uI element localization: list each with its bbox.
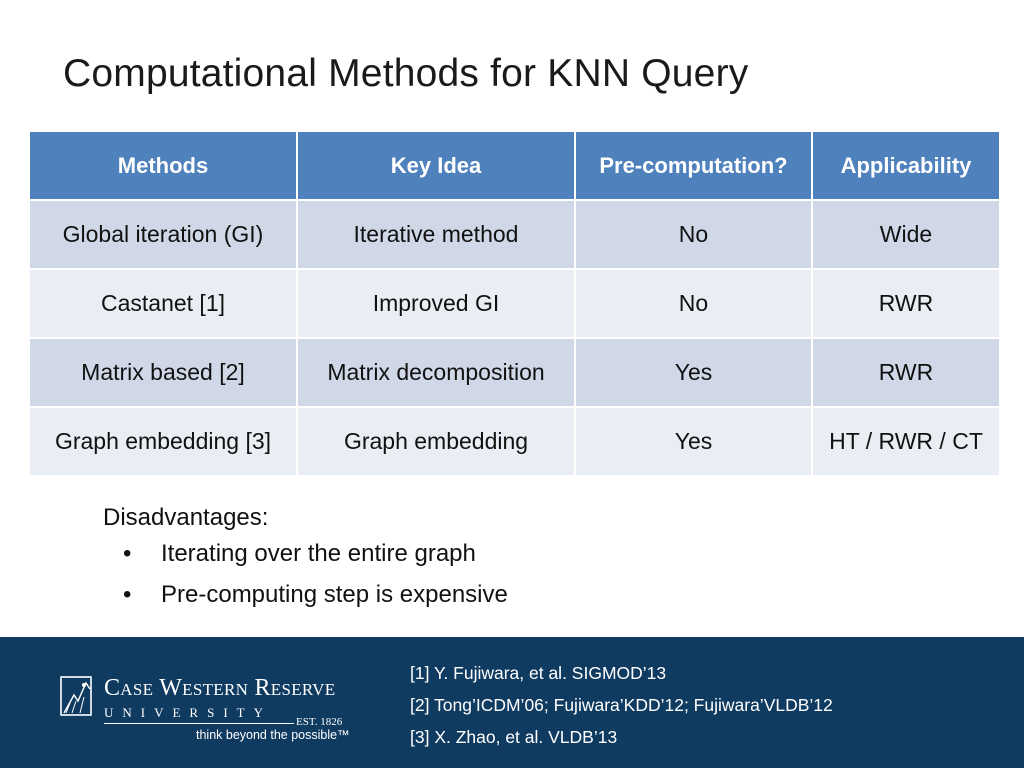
cell-key-idea: Iterative method — [297, 200, 575, 269]
list-item-text: Iterating over the entire graph — [161, 540, 476, 567]
cell-key-idea: Matrix decomposition — [297, 338, 575, 407]
reference-item: [2] Tong’ICDM’06; Fujiwara’KDD’12; Fujiwara’VLDB’12 — [410, 695, 833, 715]
cell-applicability: HT / RWR / CT — [812, 407, 1000, 476]
cell-applicability: RWR — [812, 338, 1000, 407]
logo-divider — [104, 723, 294, 724]
cell-key-idea: Improved GI — [297, 269, 575, 338]
university-logo — [60, 673, 360, 753]
cell-pre-computation: No — [575, 200, 812, 269]
table-row — [29, 407, 1000, 476]
logo-established: EST. 1826 — [296, 716, 343, 728]
cell-method: Castanet [1] — [29, 269, 297, 338]
disadvantages-section — [103, 504, 508, 622]
slide-title: Computational Methods for KNN Query — [63, 52, 749, 95]
cell-pre-computation: Yes — [575, 407, 812, 476]
reference-item: [1] Y. Fujiwara, et al. SIGMOD’13 — [410, 663, 667, 683]
logo-university: UNIVERSITY — [104, 705, 272, 720]
cell-pre-computation: Yes — [575, 338, 812, 407]
cell-applicability: Wide — [812, 200, 1000, 269]
header-pre-computation: Pre-computation? — [575, 131, 812, 200]
header-key-idea: Key Idea — [297, 131, 575, 200]
cell-method: Matrix based [2] — [29, 338, 297, 407]
table-row — [29, 338, 1000, 407]
list-item — [103, 540, 508, 568]
methods-table — [28, 130, 1001, 477]
cell-pre-computation: No — [575, 269, 812, 338]
disadvantages-list — [103, 540, 508, 609]
table-row — [29, 269, 1000, 338]
cell-method: Global iteration (GI) — [29, 200, 297, 269]
list-item-text: Pre-computing step is expensive — [161, 581, 508, 608]
bullet-icon: • — [123, 581, 132, 608]
logo-emblem-icon — [60, 675, 98, 717]
table-header-row — [29, 131, 1000, 200]
logo-tagline: think beyond the possible™ — [196, 728, 350, 742]
header-methods: Methods — [29, 131, 297, 200]
list-item — [103, 581, 508, 609]
reference-item: [3] X. Zhao, et al. VLDB’13 — [410, 727, 618, 747]
bullet-icon: • — [123, 540, 132, 567]
cell-applicability: RWR — [812, 269, 1000, 338]
references — [410, 657, 833, 753]
footer-bar — [0, 637, 1024, 768]
disadvantages-heading: Disadvantages: — [103, 504, 269, 531]
table-row — [29, 200, 1000, 269]
cell-key-idea: Graph embedding — [297, 407, 575, 476]
logo-name: Case Western Reserve — [104, 675, 336, 701]
header-applicability: Applicability — [812, 131, 1000, 200]
cell-method: Graph embedding [3] — [29, 407, 297, 476]
